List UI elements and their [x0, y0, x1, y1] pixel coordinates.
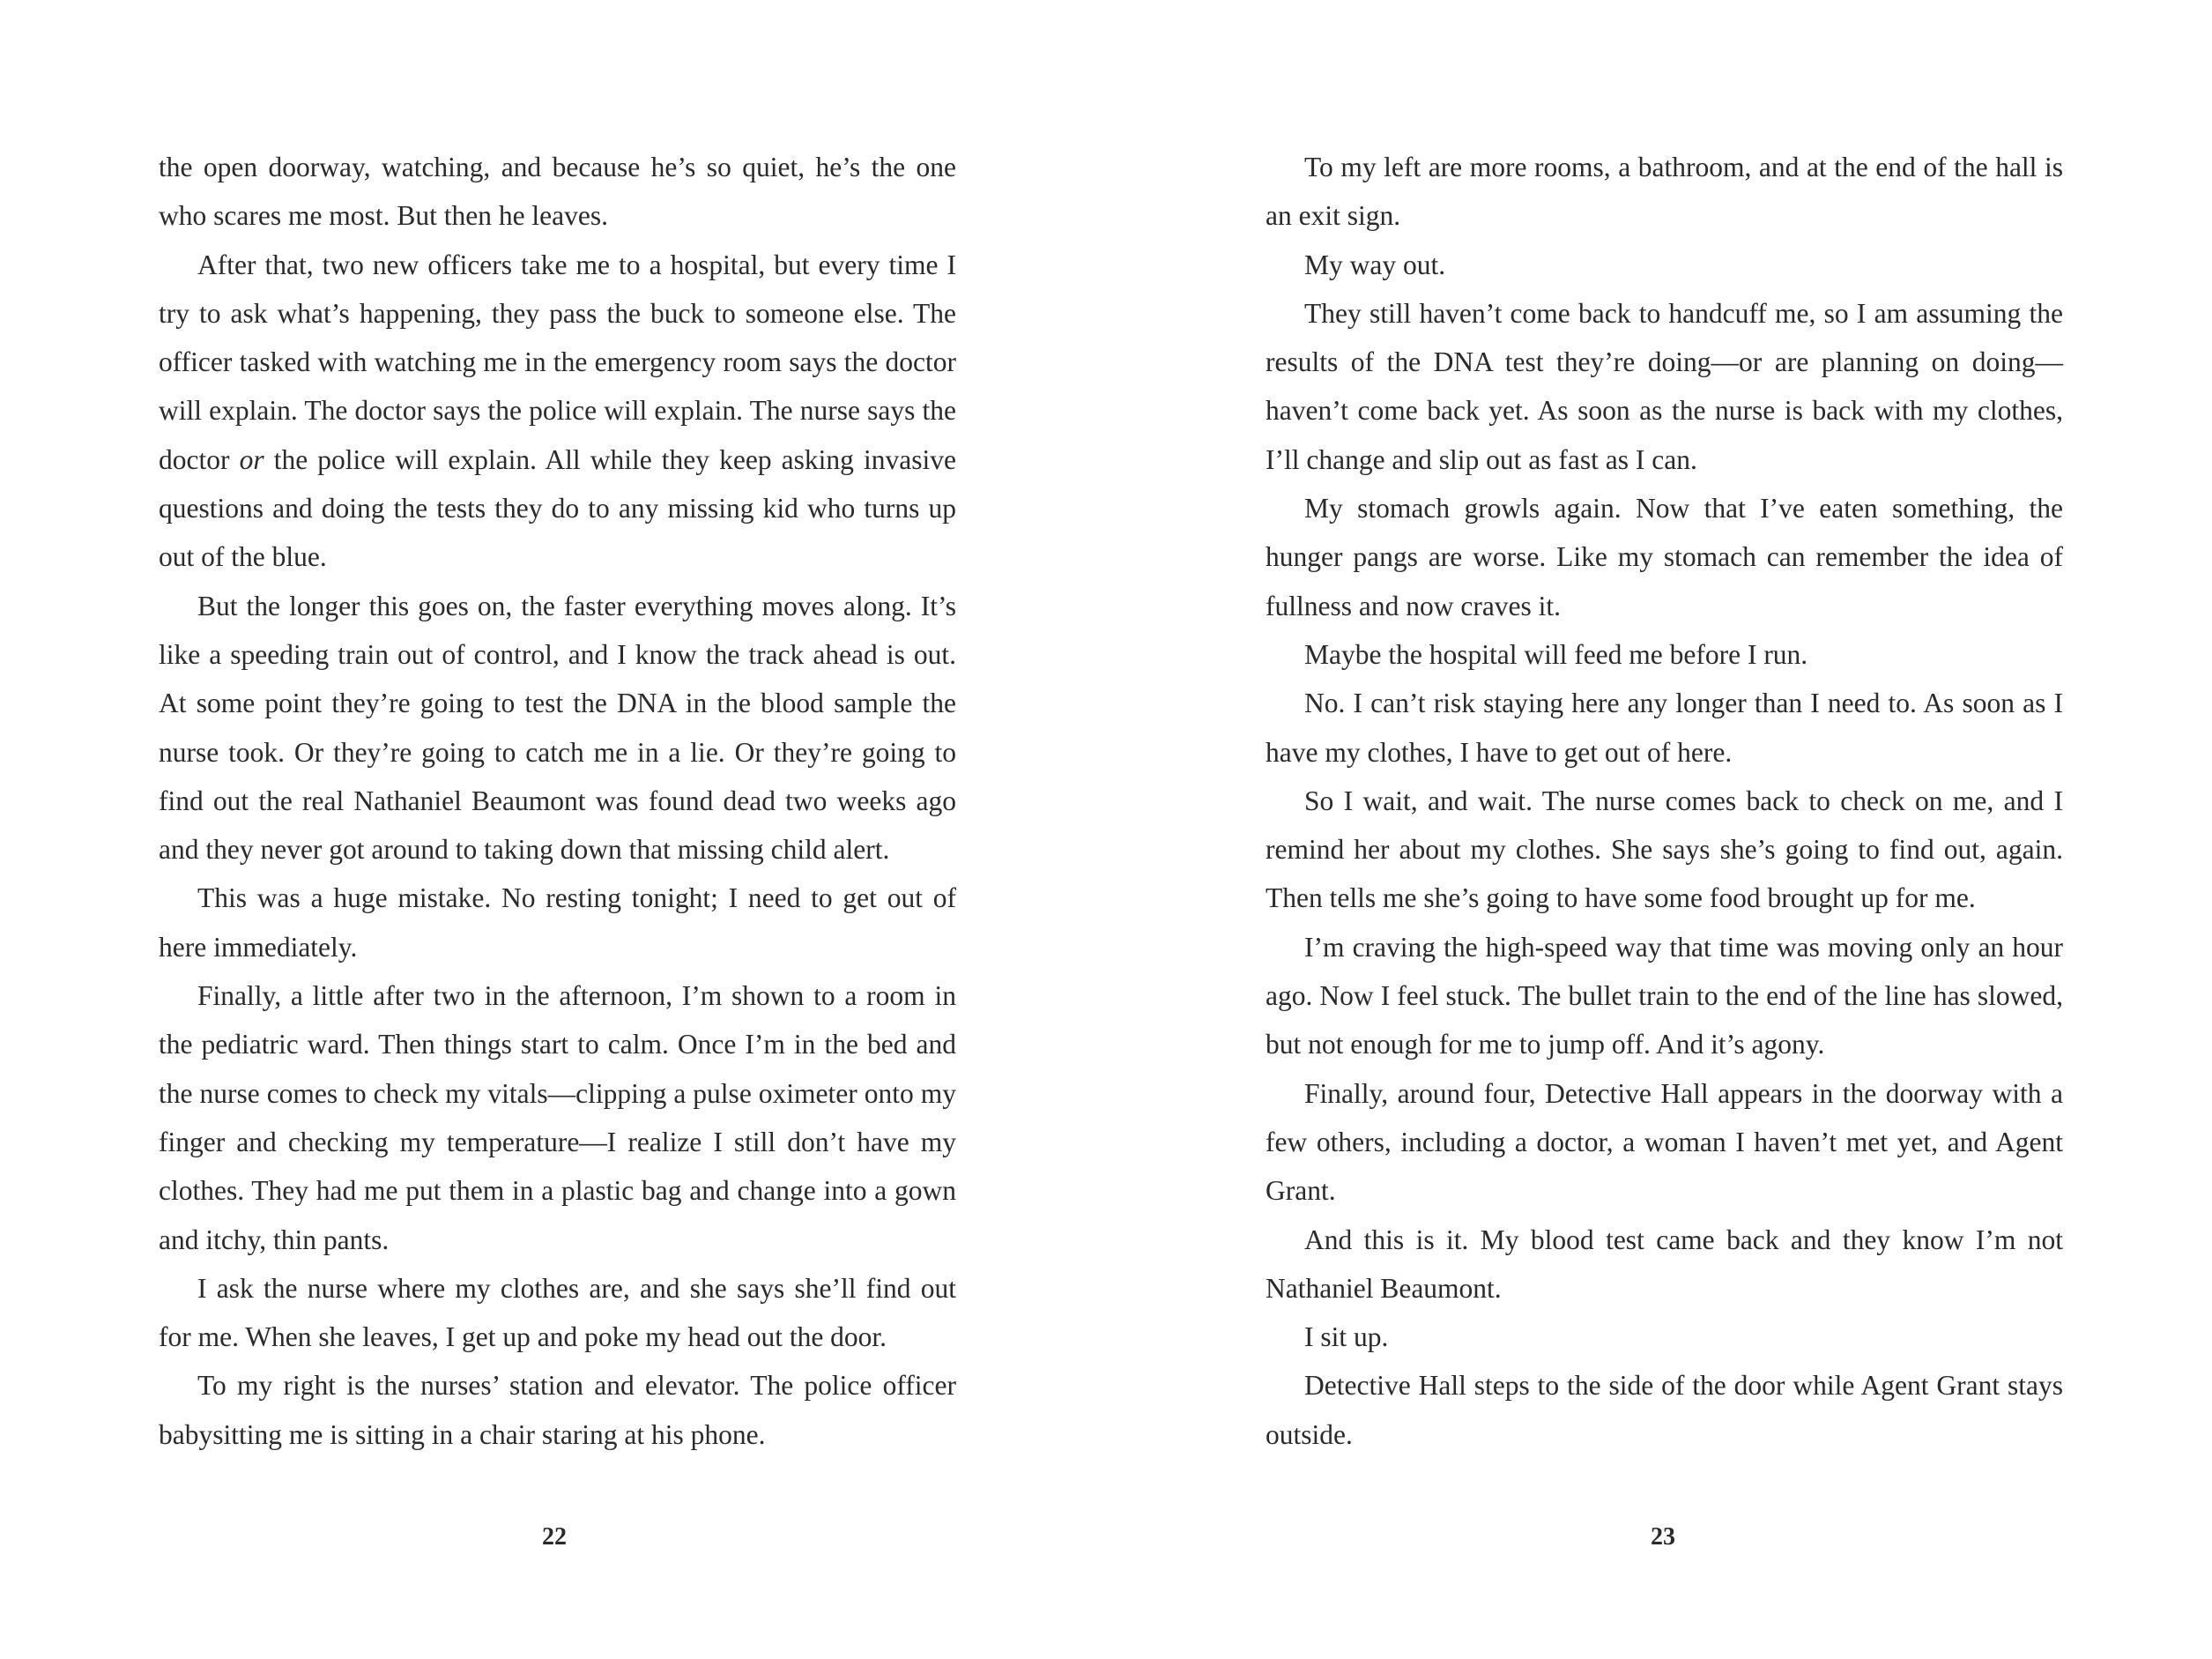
left-page: [159, 143, 956, 1459]
right-page-text: [1266, 143, 2063, 1459]
right-paragraph-9: Finally, around four, Detective Hall appears in the doorway with a few others, including a doctor, a woman I haven’t met yet, and Agent Grant.: [1266, 1077, 2063, 1207]
left-paragraph-7: To my right is the nurses’ station and elevator. The police officer babysitting me is sitting in a chair staring at his phone.: [159, 1370, 956, 1450]
right-paragraph-8: I’m craving the high-speed way that time was moving only an hour ago. Now I feel stuck. The bullet train to the end of the line has slowed, but not enough for me to jump off. And it’s agony.: [1266, 931, 2063, 1060]
left-paragraph-4: This was a huge mistake. No resting tonight; I need to get out of here immediately.: [159, 882, 956, 963]
right-paragraph-6: No. I can’t risk staying here any longer than I need to. As soon as I have my clothes, I have to get out of here.: [1266, 688, 2063, 768]
left-paragraph-5: Finally, a little after two in the afternoon, I’m shown to a room in the pediatric ward. Then things start to calm. Once I’m in the bed and the nurse comes to check my vitals—clipping a pulse oximeter onto my finger and checking my temperature—I realize I still don’t have my clothes. They had me put them in a plastic bag and change into a gown and itchy, thin pants.: [159, 980, 956, 1255]
right-paragraph-7: So I wait, and wait. The nurse comes back to check on me, and I remind her about my clothes. She says she’s going to find out, again. Then tells me she’s going to have some food brought up for me.: [1266, 785, 2063, 914]
left-paragraph-3: But the longer this goes on, the faster everything moves along. It’s like a speeding train out of control, and I know the track ahead is out. At some point they’re going to test the DNA in the blood sample the nurse took. Or they’re going to catch me in a lie. Or they’re going to find out the real Nathaniel Beaumont was found dead two weeks ago and they never got around to taking down that missing child alert.: [159, 590, 956, 866]
left-paragraph-1: the open doorway, watching, and because he’s so quiet, he’s the one who scares me most. But then he leaves.: [159, 152, 956, 232]
right-paragraph-2: My way out.: [1304, 249, 1446, 280]
italic-emphasis: or: [239, 443, 264, 475]
page-number-right: 23: [1651, 1523, 1675, 1551]
right-paragraph-3: They still haven’t come back to handcuff me, so I am assuming the results of the DNA test they’re doing—or are planning on doing—haven’t come back yet. As soon as the nurse is back with my clothes, I’ll change and slip out as fast as I can.: [1266, 297, 2063, 475]
right-paragraph-5: Maybe the hospital will feed me before I run.: [1304, 638, 1808, 670]
left-page-text: [159, 143, 956, 1459]
right-paragraph-10: And this is it. My blood test came back and they know I’m not Nathaniel Beaumont.: [1266, 1224, 2063, 1304]
right-paragraph-11: I sit up.: [1304, 1321, 1389, 1353]
page-number-left: 22: [542, 1523, 567, 1551]
right-page: [1266, 143, 2063, 1459]
left-paragraph-6: I ask the nurse where my clothes are, and she says she’ll find out for me. When she leaves, I get up and poke my head out the door.: [159, 1272, 956, 1353]
right-paragraph-12: Detective Hall steps to the side of the door while Agent Grant stays outside.: [1266, 1370, 2063, 1450]
right-paragraph-1: To my left are more rooms, a bathroom, and at the end of the hall is an exit sign.: [1266, 152, 2063, 232]
left-paragraph-2: After that, two new officers take me to a hospital, but every time I try to ask what’s happening, they pass the buck to someone else. The officer tasked with watching me in the emergency room says the doctor will explain. The doctor says the police will explain. The nurse says the doctor or the police will explain. All while they keep asking invasive questions and doing the tests they do to any missing kid who turns up out of the blue.: [159, 249, 956, 573]
right-paragraph-4: My stomach growls again. Now that I’ve eaten something, the hunger pangs are worse. Like my stomach can remember the idea of fullness and now craves it.: [1266, 493, 2063, 621]
